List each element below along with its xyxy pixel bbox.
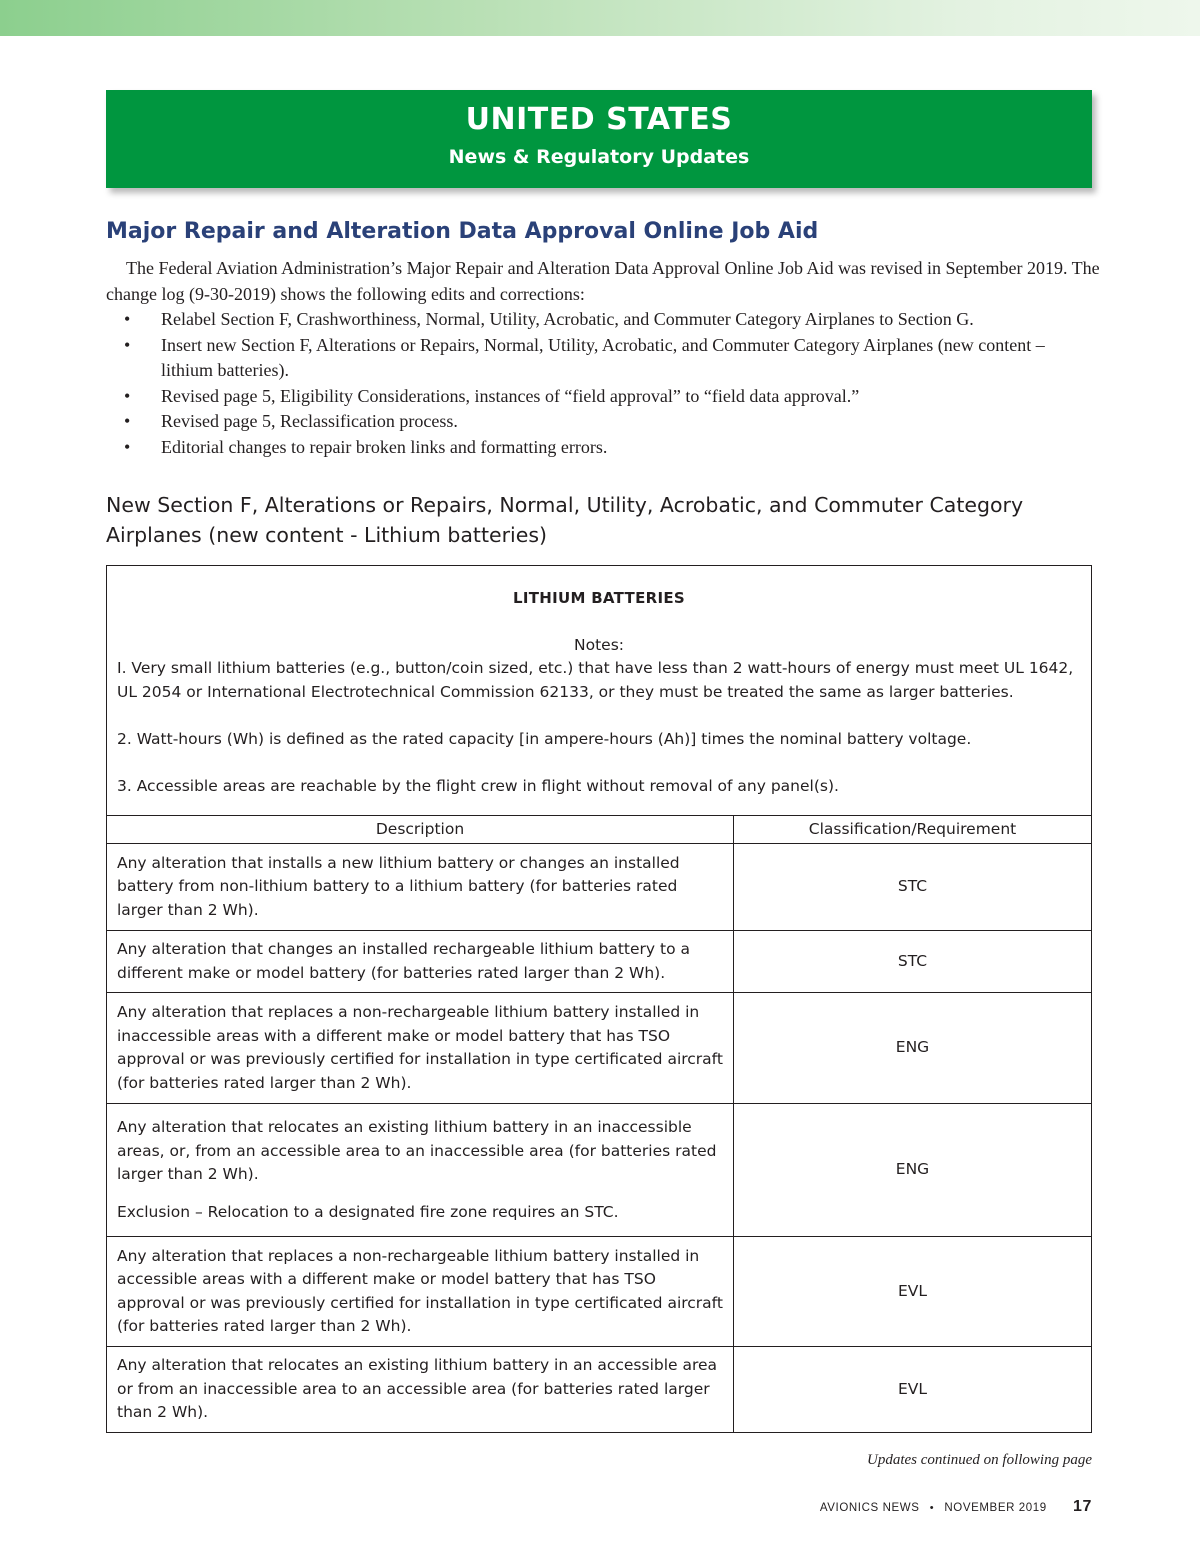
- section-heading: New Section F, Alterations or Repairs, Normal, Utility, Acrobatic, and Commuter Category Airplanes (new content - Lithium batteries): [106, 493, 1024, 547]
- description-cell: [107, 1104, 734, 1237]
- table-row: [107, 1347, 1092, 1433]
- list-item: [106, 307, 1066, 333]
- list-item: [106, 435, 1066, 461]
- lithium-requirements-table: [106, 815, 1092, 1433]
- top-gradient-band: [0, 0, 1200, 36]
- description-cell: Any alteration that replaces a non-rechargeable lithium battery installed in accessible areas with a different make or model battery that has TSO approval or was previously certified for installation in type certificated aircraft (for batteries rated larger than 2 Wh).: [107, 1237, 734, 1347]
- classification-cell: EVL: [734, 1347, 1092, 1433]
- bullet-icon: •: [124, 309, 131, 329]
- table-row: [107, 931, 1092, 993]
- banner-subtitle: News & Regulatory Updates: [448, 146, 750, 168]
- list-item-text: Revised page 5, Reclassification process.: [161, 411, 458, 431]
- column-header-classification: Classification/Requirement: [734, 816, 1092, 844]
- list-item-text: Editorial changes to repair broken links and formatting errors.: [161, 436, 608, 457]
- classification-cell: EVL: [734, 1237, 1092, 1347]
- bullet-icon: •: [124, 411, 131, 431]
- page-number: 17: [1073, 1498, 1092, 1515]
- notes-label: Notes:: [574, 636, 624, 654]
- change-log-list: [106, 307, 1066, 460]
- list-item: [106, 384, 1066, 410]
- classification-cell: ENG: [734, 1104, 1092, 1237]
- footer-separator: •: [929, 1502, 935, 1514]
- lithium-notes-box: [106, 565, 1092, 816]
- bullet-icon: •: [124, 385, 131, 406]
- list-item-text: Relabel Section F, Crashworthiness, Normal, Utility, Acrobatic, and Commuter Category Airplanes to Section G.: [161, 309, 974, 329]
- list-item-text: Insert new Section F, Alterations or Repairs, Normal, Utility, Acrobatic, and Commuter Category Airplanes (new content – lithium batteries).: [161, 334, 1045, 380]
- table-row: [107, 844, 1092, 931]
- banner-title: UNITED STATES: [465, 102, 733, 137]
- publication-name: AVIONICS NEWS: [819, 1502, 920, 1514]
- continued-note: Updates continued on following page: [867, 1452, 1092, 1468]
- list-item: [106, 333, 1066, 384]
- table-row: [107, 1237, 1092, 1347]
- list-item-text: Revised page 5, Eligibility Considerations, instances of “field approval” to “field data approval.”: [161, 385, 860, 406]
- table-row: [107, 993, 1092, 1104]
- table-header-row: [107, 816, 1092, 844]
- table-title: LITHIUM BATTERIES: [512, 589, 686, 607]
- description-cell: Any alteration that installs a new lithium battery or changes an installed battery from non-lithium battery to a lithium battery (for batteries rated larger than 2 Wh).: [107, 844, 734, 931]
- description-text: Any alteration that relocates an existing lithium battery in an inaccessible areas, or, from an accessible area to an inaccessible area (for batteries rated larger than 2 Wh).: [117, 1118, 717, 1183]
- bullet-icon: •: [124, 334, 131, 355]
- exclusion-note: Exclusion – Relocation to a designated fire zone requires an STC.: [117, 1202, 619, 1221]
- list-item: [106, 409, 1066, 435]
- classification-cell: STC: [734, 844, 1092, 931]
- note-2: 2. Watt-hours (Wh) is defined as the rated capacity [in ampere-hours (Ah)] times the nominal battery voltage.: [117, 730, 972, 748]
- article-heading: Major Repair and Alteration Data Approval Online Job Aid: [106, 219, 819, 244]
- description-cell: Any alteration that replaces a non-rechargeable lithium battery installed in inaccessible areas with a different make or model battery that has TSO approval or was previously certified for installation in type certificated aircraft (for batteries rated larger than 2 Wh).: [107, 993, 734, 1104]
- classification-cell: STC: [734, 931, 1092, 993]
- classification-cell: ENG: [734, 993, 1092, 1104]
- page-footer: [820, 1498, 1092, 1516]
- note-3: 3. Accessible areas are reachable by the flight crew in flight without removal of any panel(s).: [117, 777, 839, 795]
- bullet-icon: •: [124, 436, 131, 457]
- article-intro: The Federal Aviation Administration’s Major Repair and Alteration Data Approval Online Job Aid was revised in September 2019. The change log (9-30-2019) shows the following edits and corrections:: [106, 258, 1100, 304]
- issue-date: NOVEMBER 2019: [944, 1502, 1047, 1514]
- note-1: I. Very small lithium batteries (e.g., button/coin sized, etc.) that have less than 2 watt-hours of energy must meet UL 1642, UL 2054 or International Electrotechnical Commission 62133, or they must be treated the same as larger batteries.: [117, 659, 1074, 701]
- section-banner: [106, 90, 1092, 188]
- description-cell: Any alteration that changes an installed rechargeable lithium battery to a different make or model battery (for batteries rated larger than 2 Wh).: [107, 931, 734, 993]
- description-cell: Any alteration that relocates an existing lithium battery in an accessible area or from an inaccessible area to an accessible area (for batteries rated larger than 2 Wh).: [107, 1347, 734, 1433]
- table-row: [107, 1104, 1092, 1237]
- column-header-description: Description: [107, 816, 734, 844]
